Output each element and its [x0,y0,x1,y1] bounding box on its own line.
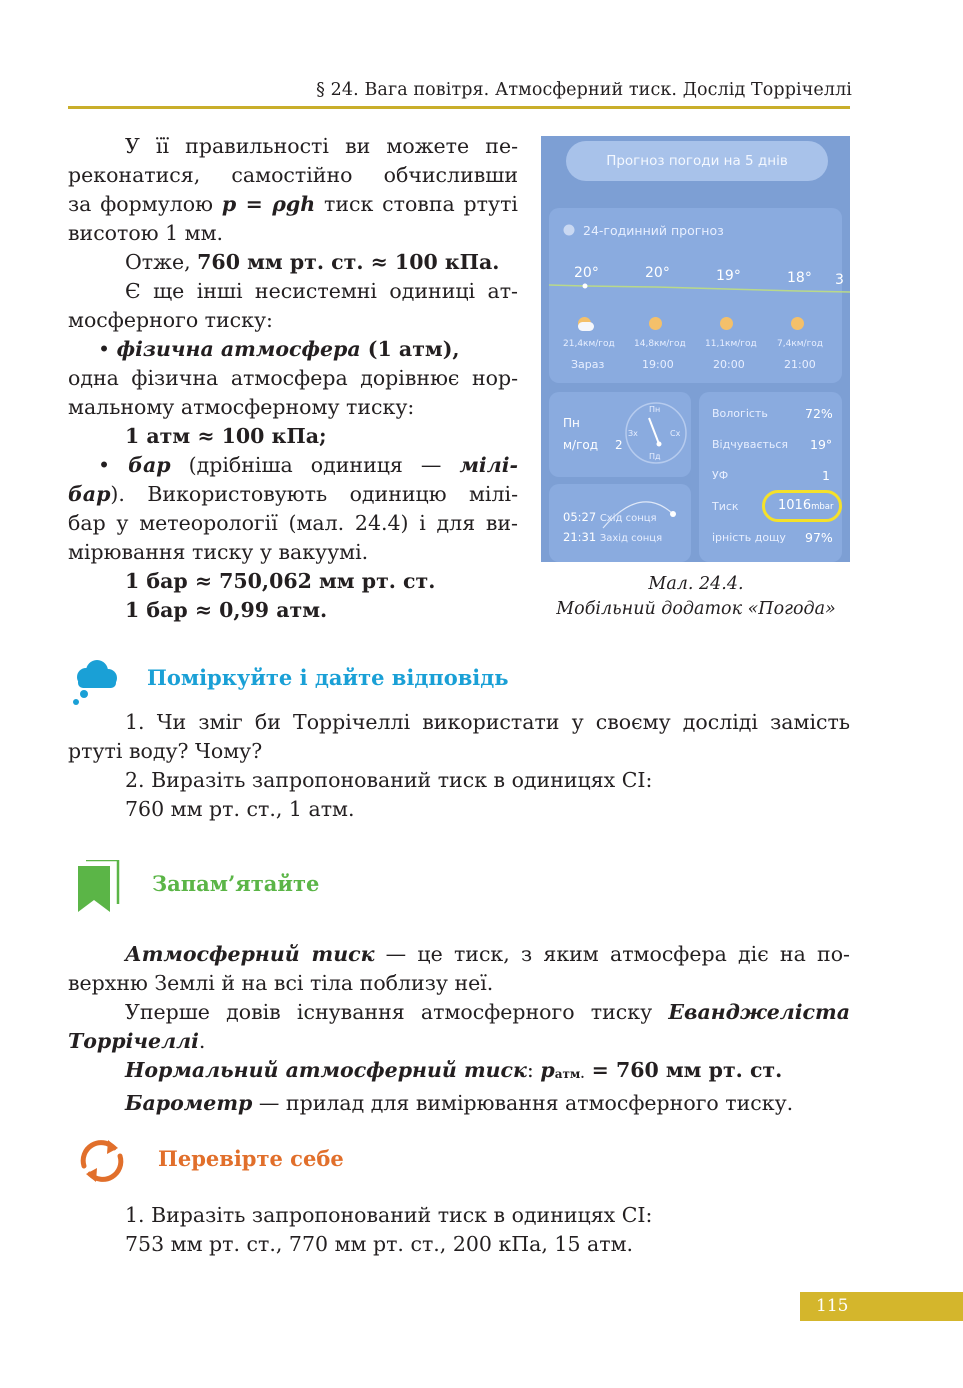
stat-label: Вологість [712,407,768,420]
question-line: 2. Виразіть запропонований тиск в одиницях СІ: [125,768,653,792]
paragraph-line: мосферного тиску: [68,308,273,332]
caption-number: Мал. 24.4. [648,574,744,594]
check-title: Перевірте себе [158,1146,344,1171]
compass-n: Пн [649,405,661,414]
paragraph-line: реконатися, самостійно обчисливши [68,163,518,187]
forecast-title: 24-годинний прогноз [583,223,724,238]
compass-e: Сх [670,429,681,438]
weather-app-figure [541,136,850,562]
figure-caption [540,572,852,622]
question-line: 1. Чи зміг би Торрічеллі використати у своєму досліді замість [125,710,850,734]
check-questions [68,1201,850,1259]
cloud-icon [578,322,594,331]
remember-line: Атмосферний тиск — це тиск, з яким атмосфера діє на по- [125,942,850,966]
temperature-line [549,278,850,298]
think-title: Поміркуйте і дайте відповідь [147,665,509,690]
compass-s: Пд [649,452,661,461]
page-number: 115 [800,1292,963,1321]
sun-icon [720,317,733,330]
temp-label: 19° [716,268,741,284]
wind-direction: Пн [563,416,580,430]
check-line: 753 мм рт. ст., 770 мм рт. ст., 200 кПа, 15 атм. [125,1232,634,1256]
equation: 1 бар ≈ 750,062 мм рт. ст. [125,569,436,593]
paragraph-line: Є ще інші несистемні одиниці ат- [125,279,518,303]
remember-line: Торрічеллі. [68,1029,206,1053]
time-label: 20:00 [713,358,745,371]
think-questions [68,708,850,824]
clock-icon [563,224,575,239]
caption-text: Мобільний додаток «Погода» [556,599,836,619]
stat-label: Тиск [712,500,739,513]
paragraph-line: бар у метеорології (мал. 24.4) і для ви- [68,511,518,535]
paragraph-line: Отже, 760 мм рт. ст. ≈ 100 кПа. [125,250,500,274]
question-line: ртуті воду? Чому? [68,739,263,763]
stat-value: 72% [805,406,833,421]
stat-value: 1 [822,468,830,483]
time-label: Зараз [571,358,605,371]
remember-line: Барометр — прилад для вимірювання атмосферного тиску. [125,1091,794,1115]
stat-label: Відчувається [712,438,789,451]
paragraph-line: одна фізична атмосфера дорівнює нор- [68,366,518,390]
time-label: 21:00 [784,358,816,371]
equation: 1 атм ≈ 100 кПа; [125,424,327,448]
bullet-item: • фізична атмосфера (1 атм), [98,337,460,361]
paragraph-line: мірювання тиску у вакуумі. [68,540,369,564]
paragraph-line: бар). Використовують одиницю мілі- [68,482,518,506]
thinking-cloud-icon [70,658,120,708]
temp-label: 18° [787,270,812,286]
paragraph-line: висотою 1 мм. [68,221,224,245]
remember-line: верхню Землі й на всі тіла поблизу неї. [68,971,494,995]
equation: 1 бар ≈ 0,99 атм. [125,598,328,622]
sunrise-row: 05:27 Схід сонця [563,510,657,524]
stat-value: 19° [810,437,833,452]
stat-label: ірність дощу [712,531,786,544]
paragraph-line: мальному атмосферному тиску: [68,395,415,419]
sun-icon [791,317,804,330]
stat-label: УФ [712,469,729,482]
pressure-value: 1016mbar [778,498,834,513]
wind-speed: 7,4км/год [777,339,824,349]
temp-label: 20° [645,265,670,281]
wind-speed: 11,1км/год [705,339,757,349]
refresh-arrows-icon [76,1136,128,1186]
sunset-row: 21:31 Захід сонця [563,530,663,544]
compass-w: Зх [628,429,638,438]
question-line: 760 мм рт. ст., 1 атм. [125,797,355,821]
check-line: 1. Виразіть запропонований тиск в одиницях СІ: [125,1203,653,1227]
bullet-item: • бар (дрібніша одиниця — мілі- [98,453,519,477]
temp-label: 3 [835,272,844,288]
bookmark-icon [78,860,120,912]
remember-line: Нормальний атмосферний тиск: $p_{атм.} = 760$ мм рт. ст. [125,1058,783,1082]
wind-speed-value: 2 [615,438,623,452]
remember-text [68,940,850,1118]
sun-icon [649,317,662,330]
wind-speed: 21,4км/год [563,339,615,349]
remember-title: Запам’ятайте [152,871,320,896]
running-header: § 24. Вага повітря. Атмосферний тиск. Дослід Торрічеллі [316,80,852,100]
paragraph-line: за формулою p = ρgh тиск стовпа ртуті [68,192,518,216]
forecast-5-days-button: Прогноз погоди на 5 днів [566,141,828,181]
remember-line: Уперше довів існування атмосферного тиску Еванджеліста [125,1000,850,1024]
wind-unit: м/год [563,438,599,452]
time-label: 19:00 [642,358,674,371]
stat-value: 97% [805,530,833,545]
formula: p = ρgh [221,192,316,216]
temp-label: 20° [574,265,599,281]
paragraph-line: У її правильності ви можете пе- [125,134,518,158]
header-rule [68,106,850,109]
wind-speed: 14,8км/год [634,339,686,349]
left-column [68,132,518,625]
